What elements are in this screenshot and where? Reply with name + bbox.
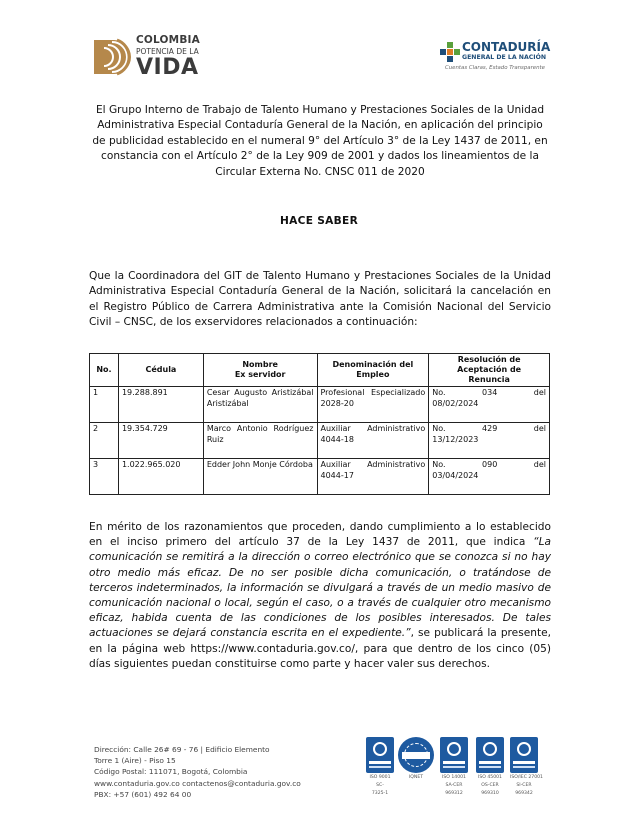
footer-contact — [94, 744, 354, 800]
cell-resolucion: No. 090 del 03/04/2024 — [429, 459, 550, 495]
footer-tower: Torre 1 (Aire) - Piso 15 — [94, 756, 176, 766]
certification-badges — [360, 737, 543, 803]
iso-45001-badge-icon: ISO 45001 OS-CER 969310 — [476, 737, 504, 797]
paragraph2-intro: En mérito de los razonamientos que proceden, dando cumplimiento a lo establecido en el inciso primero del artículo 37 de la Ley 1437 de 2011, que indica — [89, 521, 551, 549]
paragraph2-closing: , se publicará la presente, en la página web https://www.contaduria.gov.co/, para que dentro de los cinco (05) días siguientes puedan constituirse como parte y hacer valer sus derechos. — [89, 627, 551, 670]
header-no: No. — [90, 354, 119, 387]
cell-resolucion: No. 034 del 08/02/2024 — [429, 387, 550, 423]
header-denominacion: Denominación del Empleo — [317, 354, 429, 387]
logo-potencia-text: POTENCIA DE LA — [136, 47, 199, 56]
cell-cedula: 19.288.891 — [118, 387, 203, 423]
footer-web-email: www.contaduria.gov.co contactenos@contaduria.gov.co — [94, 778, 301, 788]
header-nombre: Nombre Ex servidor — [203, 354, 317, 387]
law-quote: “La comunicación se remitirá a la dirección o correo electrónico que se conozca si no hay otro medio más eficaz. De no ser posible dicha comunicación, o tratándose de terceros indeterminados, la información se divulgará a través de un medio masivo de comunicación nacional o local, según el caso, o a través de cualquier otro mecanismo eficaz, habida cuenta de las condiciones de los posibles interesados. De tales actuaciones se dejará constancia escrita en el expediente.” — [89, 536, 551, 640]
page-title: HACE SABER — [279, 215, 359, 227]
cell-no: 3 — [90, 459, 119, 495]
cell-denominacion: Auxiliar Administrativo 4044-17 — [317, 459, 429, 495]
footer-address: Dirección: Calle 26# 69 - 76 | Edificio Elemento — [94, 745, 270, 754]
cell-denominacion: Profesional Especializado 2028-20 — [317, 387, 429, 423]
cell-cedula: 19.354.729 — [118, 423, 203, 459]
iqnet-badge-icon: IQNET — [398, 737, 434, 797]
notice-paragraph: Que la Coordinadora del GIT de Talento Humano y Prestaciones Sociales de la Unidad Administrativa Especial Contaduría General de la Nación, solicitará la cancelación en el Registro Público de Carrera Administrativa ante la Comisión Nacional del Servicio Civil – CNSC, de los exservidores relacionados a continuación: — [89, 270, 551, 329]
header-resolucion: Resolución de Aceptación de Renuncia — [429, 354, 550, 387]
iso-27001-badge-icon: ISO/IEC 27001 SI-CER 969342 — [510, 737, 538, 797]
table-header-row — [90, 354, 550, 387]
cell-cedula: 1.022.965.020 — [118, 459, 203, 495]
logo-contaduria-text: CONTADURÍA — [462, 40, 551, 54]
logo-colombia-text: COLOMBIA — [136, 34, 200, 46]
footer-postal: Código Postal: 111071, Bogotá, Colombia — [94, 767, 248, 777]
cell-nombre: Marco Antonio Rodríguez Ruiz — [203, 423, 317, 459]
exservidores-table — [89, 353, 550, 495]
iso-14001-badge-icon: ISO 14001 SA-CER 969312 — [440, 737, 468, 797]
logo-slogan-text: Cuentas Claras, Estado Transparente — [445, 65, 545, 71]
footer-phone: PBX: +57 (601) 492 64 00 — [94, 789, 192, 799]
colombia-potencia-de-la-vida-logo — [90, 34, 215, 80]
intro-paragraph: El Grupo Interno de Trabajo de Talento Humano y Prestaciones Sociales de la Unidad Administrativa Especial Contaduría General de la Nación, en aplicación del principio de publicidad establecido en el numeral 9° del Artículo 3° de la Ley 1437 de 2011, en constancia con el Artículo 2° de la Ley 909 de 2001 y dados los lineamientos de la Circular Externa No. CNSC 011 de 2020 — [92, 104, 548, 178]
logo-general-nacion-text: GENERAL DE LA NACIÓN — [462, 54, 547, 61]
cell-no: 2 — [90, 423, 119, 459]
cell-resolucion: No. 429 del 13/12/2023 — [429, 423, 550, 459]
cell-denominacion: Auxiliar Administrativo 4044-18 — [317, 423, 429, 459]
table-row — [90, 459, 550, 495]
publication-paragraph — [89, 520, 551, 672]
cell-no: 1 — [90, 387, 119, 423]
cell-nombre: Cesar Augusto Aristizábal Aristizábal — [203, 387, 317, 423]
cell-nombre: Edder John Monje Córdoba — [203, 459, 317, 495]
colombia-logo-mark-icon — [90, 36, 132, 78]
header-cedula: Cédula — [118, 354, 203, 387]
iso-9001-badge-icon: ISO 9001 SC- 7325-1 — [366, 737, 394, 797]
table-row — [90, 423, 550, 459]
table-row — [90, 387, 550, 423]
logo-vida-text: VIDA — [136, 55, 199, 80]
contaduria-logo-mark-icon — [440, 42, 460, 66]
contaduria-logo — [440, 40, 552, 76]
